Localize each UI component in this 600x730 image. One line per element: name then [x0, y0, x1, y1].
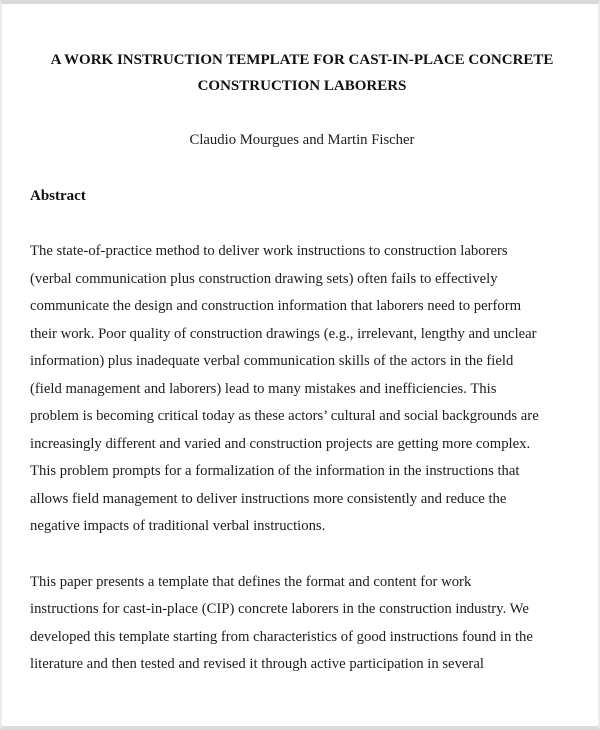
abstract-heading: Abstract: [30, 187, 86, 204]
abstract-paragraph-1: The state-of-practice method to deliver work instructions to construction laborers (verbal communication plus construction drawing sets) often fails to effectively communicate the design and construction information that laborers need to perform their work. Poor quality of construction drawings (e.g., irrelevant, lengthy and unclear information) plus inadequate verbal communication skills of the actors in the field (field management and laborers) lead to many mistakes and inefficiencies. This problem is becoming critical today as these actors’ cultural and social backgrounds are increasingly different and varied and construction projects are getting more complex. This problem prompts for a formalization of the information in the instructions that allows field management to deliver instructions more consistently and reduce the negative impacts of traditional verbal instructions.: [30, 243, 539, 534]
paper-authors: Claudio Mourgues and Martin Fischer: [189, 132, 415, 148]
abstract-paragraph-2: This paper presents a template that defines the format and content for work instructions for cast-in-place (CIP) concrete laborers in the construction industry. We developed this template starting from characteristics of good instructions found in the literature and then tested and revised it through active participation in several: [30, 573, 533, 672]
page-content: [2, 4, 598, 679]
paper-title: A WORK INSTRUCTION TEMPLATE FOR CAST-IN-PLACE CONCRETE CONSTRUCTION LABORERS: [50, 52, 554, 94]
